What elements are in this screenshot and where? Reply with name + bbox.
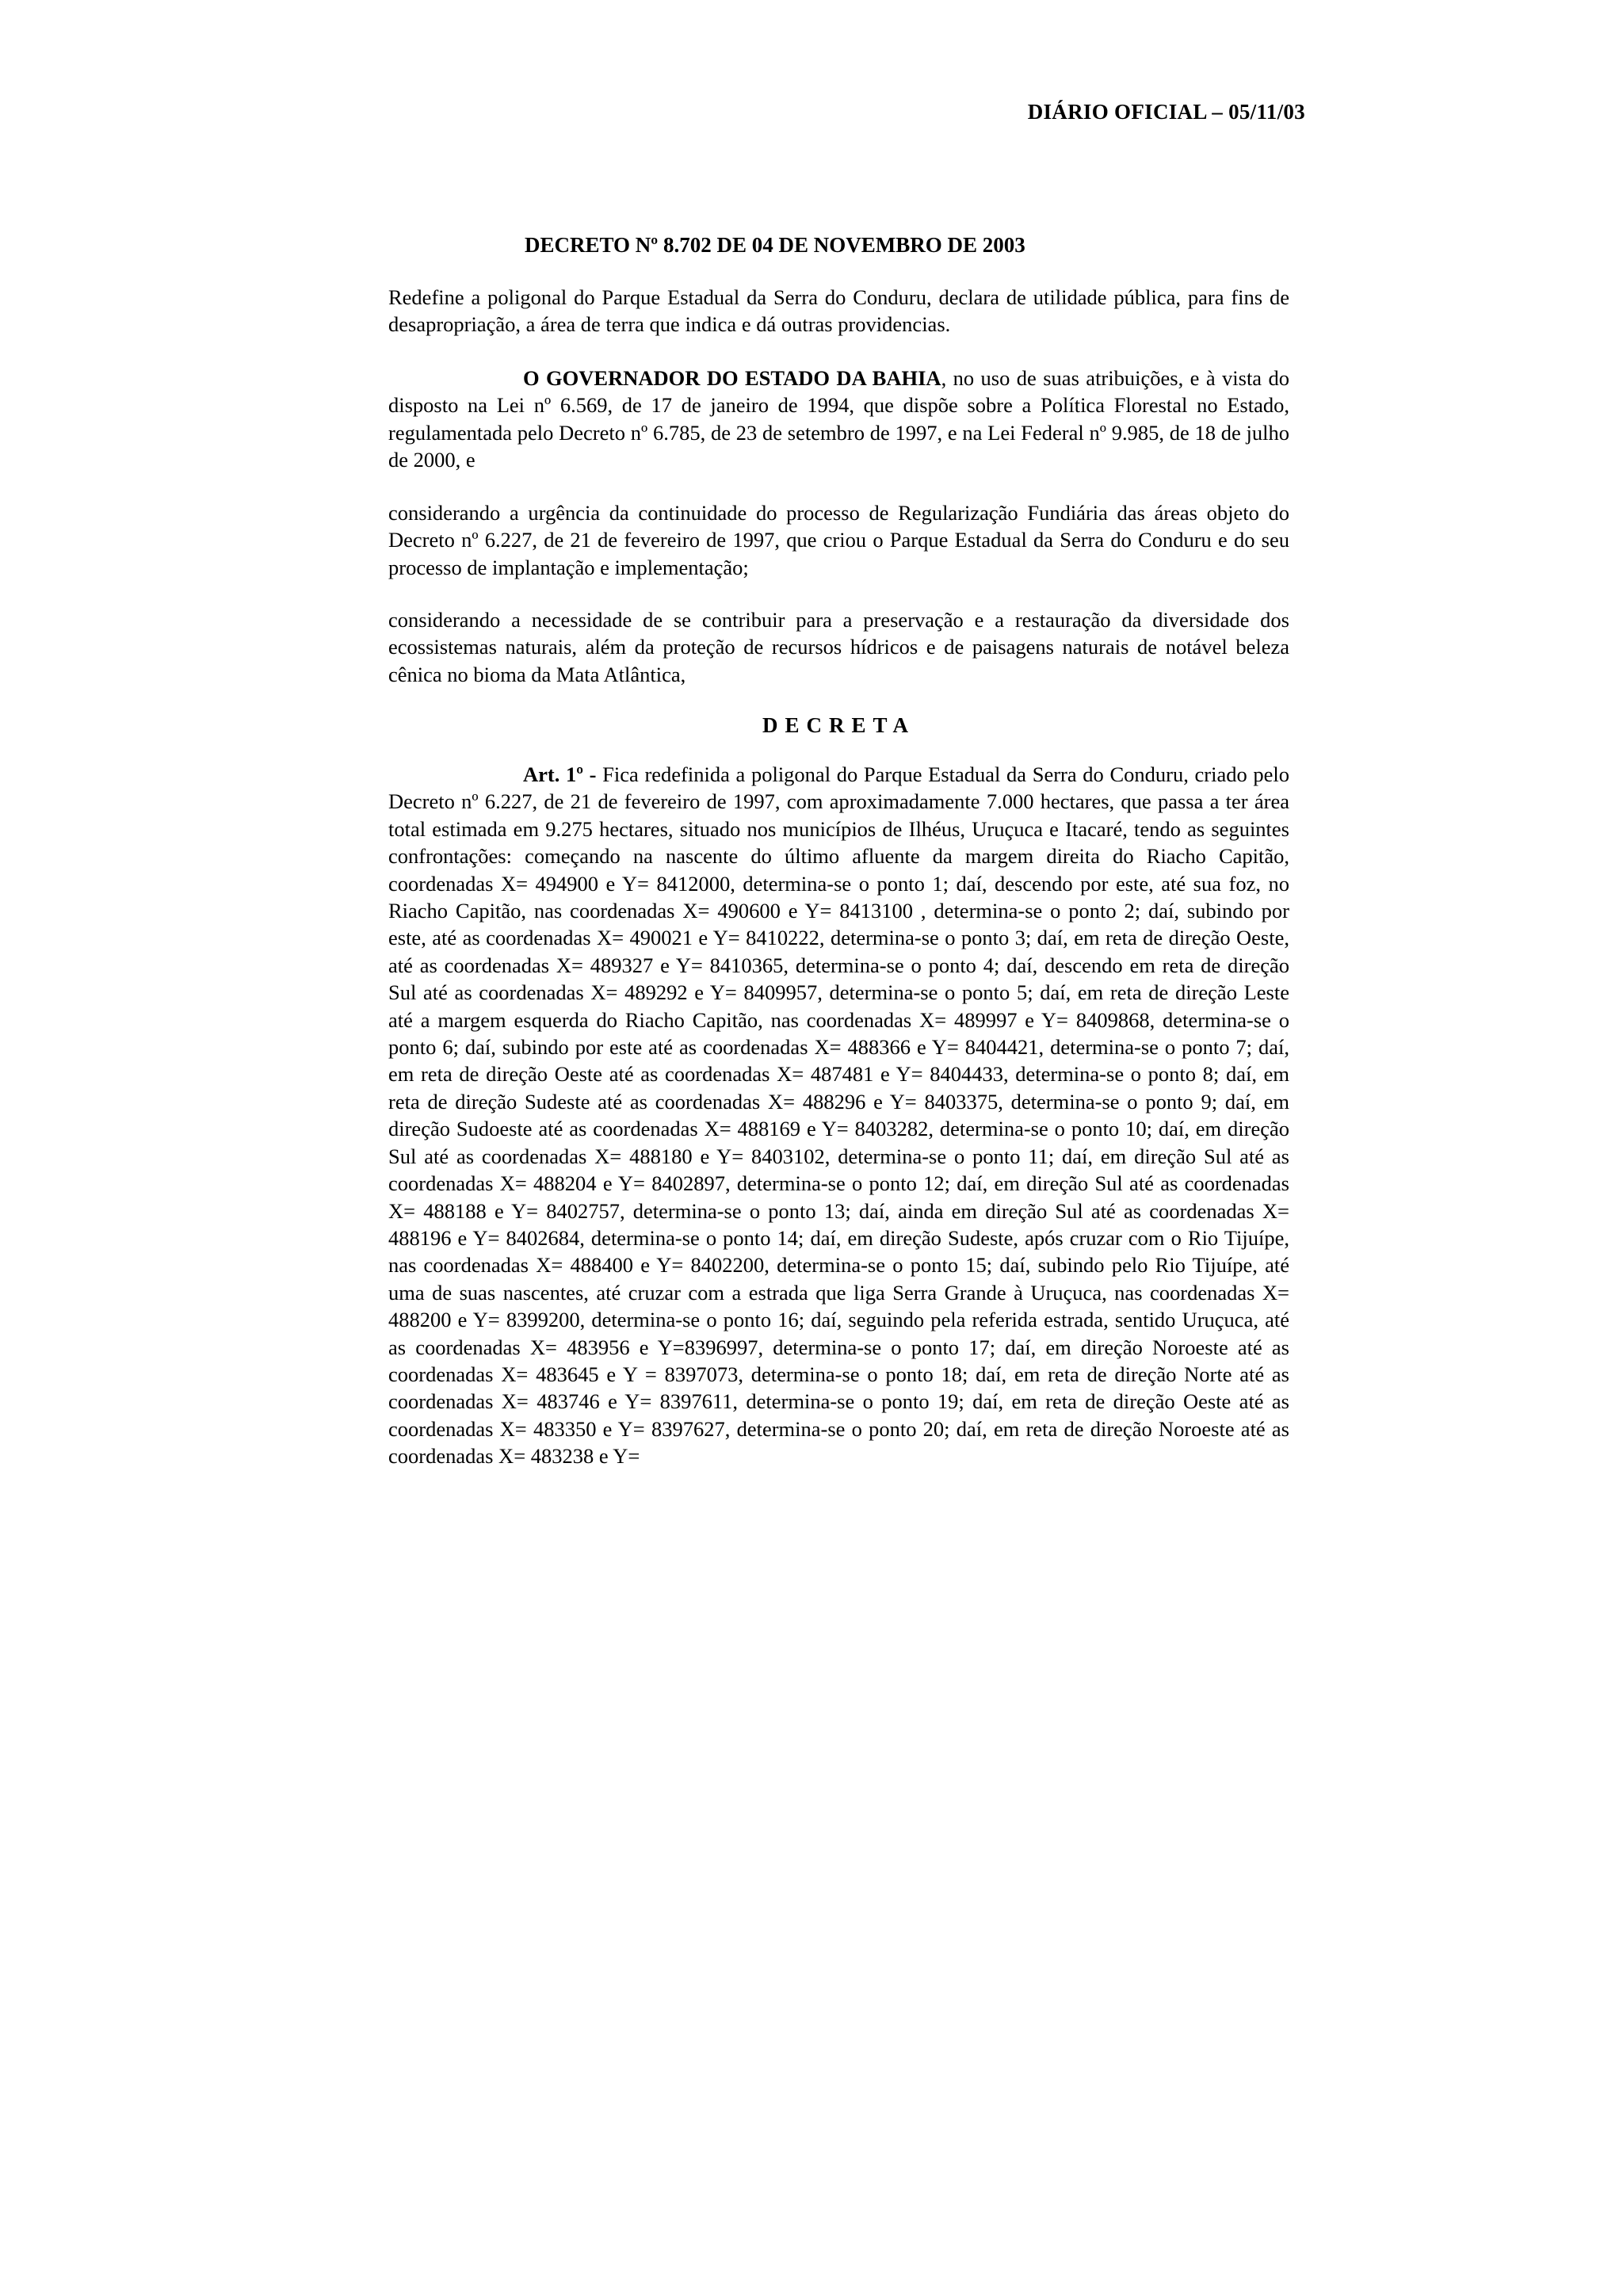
considerando-paragraph-2: considerando a necessidade de se contribuir para a preservação e a restauração da diversidade dos ecossistemas naturais, além da proteção de recursos hídricos e de paisagens naturais de notável beleza cênica no bioma da Mata Atlântica,: [388, 608, 1289, 686]
governor-heading: O GOVERNADOR DO ESTADO DA BAHIA: [523, 366, 941, 390]
article-1-paragraph: [388, 761, 1289, 1470]
considerando-paragraph-1: considerando a urgência da continuidade do processo de Regularização Fundiária das áreas objeto do Decreto nº 6.227, de 21 de fevereiro de 1997, que criou o Parque Estadual da Serra do Conduru e do seu processo de implantação e implementação;: [388, 501, 1289, 579]
article-1-text: Fica redefinida a poligonal do Parque Estadual da Serra do Conduru, criado pelo Decreto nº 6.227, de 21 de fevereiro de 1997, com aproximadamente 7.000 hectares, que passa a ter área total estimada em 9.275 hectares, situado nos municípios de Ilhéus, Uruçuca e Itacaré, tendo as seguintes confrontações: começando na nascente do último afluente da margem direita do Riacho Capitão, coordenadas X= 494900 e Y= 8412000, determina-se o ponto 1; daí, descendo por este, até sua foz, no Riacho Capitão, nas coordenadas X= 490600 e Y= 8413100 , determina-se o ponto 2; daí, subindo por este, até as coordenadas X= 490021 e Y= 8410222, determina-se o ponto 3; daí, em reta de direção Oeste, até as coordenadas X= 489327 e Y= 8410365, determina-se o ponto 4; daí, descendo em reta de direção Sul até as coordenadas X= 489292 e Y= 8409957, determina-se o ponto 5; daí, em reta de direção Leste até a margem esquerda do Riacho Capitão, nas coordenadas X= 489997 e Y= 8409868, determina-se o ponto 6; daí, subindo por este até as coordenadas X= 488366 e Y= 8404421, determina-se o ponto 7; daí, em reta de direção Oeste até as coordenadas X= 487481 e Y= 8404433, determina-se o ponto 8; daí, em reta de direção Sudeste até as coordenadas X= 488296 e Y= 8403375, determina-se o ponto 9; daí, em direção Sudoeste até as coordenadas X= 488169 e Y= 8403282, determina-se o ponto 10; daí, em direção Sul até as coordenadas X= 488180 e Y= 8403102, determina-se o ponto 11; daí, em direção Sul até as coordenadas X= 488204 e Y= 8402897, determina-se o ponto 12; daí, em direção Sul até as coordenadas X= 488188 e Y= 8402757, determina-se o ponto 13; daí, ainda em direção Sul até as coordenadas X= 488196 e Y= 8402684, determina-se o ponto 14; daí, em direção Sudeste, após cruzar com o Rio Tijuípe, nas coordenadas X= 488400 e Y= 8402200, determina-se o ponto 15; daí, subindo pelo Rio Tijuípe, até uma de suas nascentes, até cruzar com a estrada que liga Serra Grande à Uruçuca, nas coordenadas X= 488200 e Y= 8399200, determina-se o ponto 16; daí, seguindo pela referida estrada, sentido Uruçuca, até as coordenadas X= 483956 e Y=8396997, determina-se o ponto 17; daí, em direção Noroeste até as coordenadas X= 483645 e Y = 8397073, determina-se o ponto 18; daí, em reta de direção Norte até as coordenadas X= 483746 e Y= 8397611, determina-se o ponto 19; daí, em reta de direção Oeste até as coordenadas X= 483350 e Y= 8397627, determina-se o ponto 20; daí, em reta de direção Noroeste até as coordenadas X= 483238 e Y=: [388, 762, 1289, 1469]
article-1-label: Art. 1º -: [523, 762, 597, 786]
gazette-header-date: DIÁRIO OFICIAL – 05/11/03: [1027, 100, 1305, 124]
preamble-text: , no uso de suas atribuições, e à vista do disposto na Lei nº 6.569, de 17 de janeiro de 1994, que dispõe sobre a Política Florestal no Estado, regulamentada pelo Decreto nº 6.785, de 23 de setembro de 1997, e na Lei Federal nº 9.985, de 18 de julho de 2000, e: [388, 366, 1289, 472]
decree-summary: Redefine a poligonal do Parque Estadual da Serra do Conduru, declara de utilidade pública, para fins de desapropriação, a área de terra que indica e dá outras providencias.: [388, 285, 1289, 337]
decree-title: DECRETO Nº 8.702 DE 04 DE NOVEMBRO DE 2003: [525, 233, 1025, 257]
decreta-heading: DECRETA: [762, 713, 916, 737]
preamble-paragraph: [388, 365, 1289, 474]
